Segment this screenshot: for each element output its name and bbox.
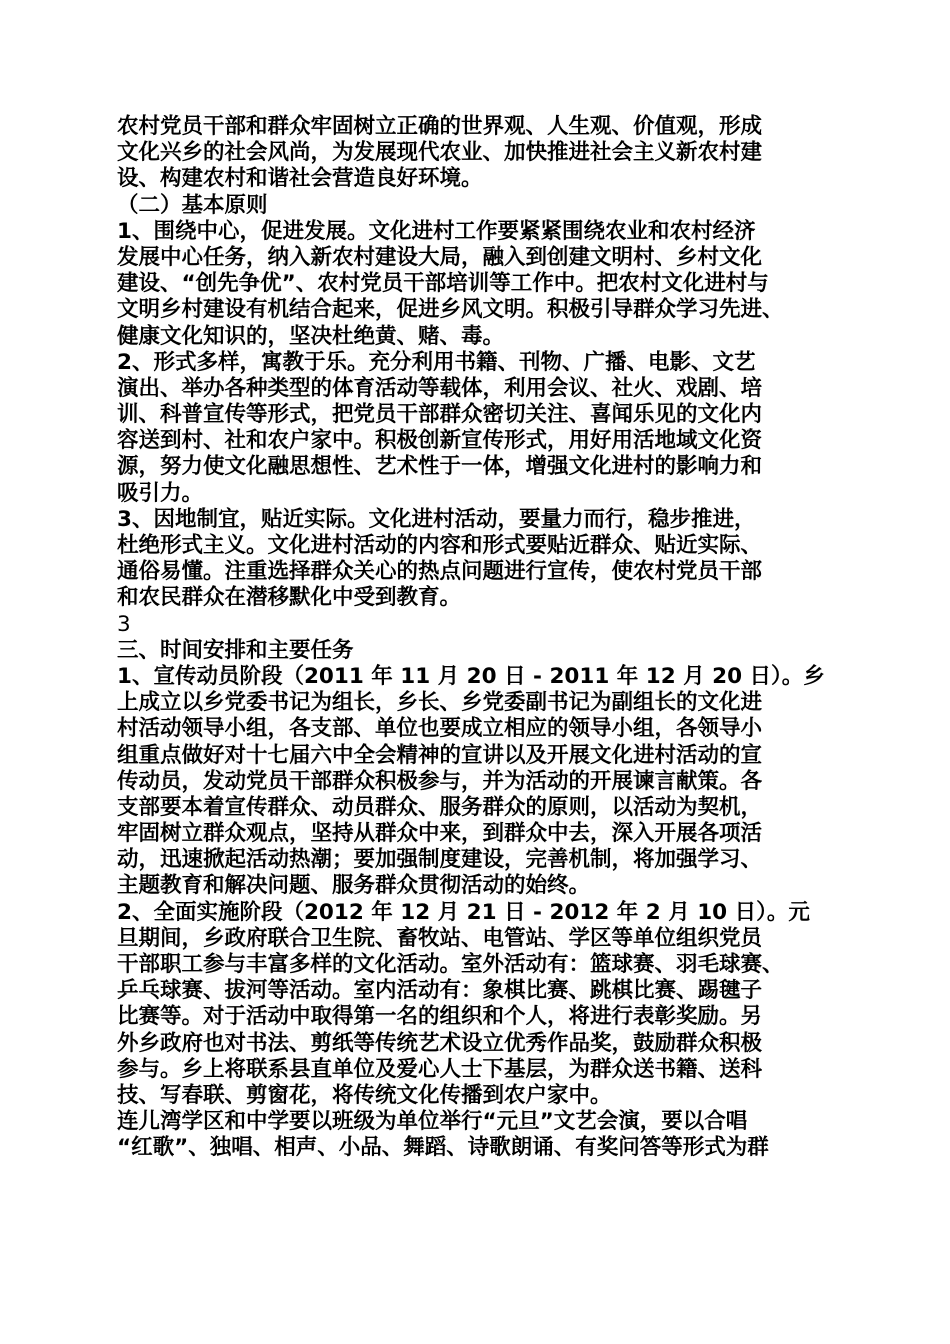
text-line: 建设、“创先争优”、农村党员干部培训等工作中。把农村文化进村与: [117, 271, 769, 297]
text-line: 旦期间，乡政府联合卫生院、畜牧站、电管站、学区等单位组织党员: [117, 925, 763, 951]
text-line: 2、形式多样，寓教于乐。充分利用书籍、刊物、广播、电影、文艺: [117, 349, 756, 375]
text-line: 动，迅速掀起活动热潮；要加强制度建设，完善机制，将加强学习、: [117, 847, 763, 873]
text-line: 参与。乡上将联系县直单位及爱心人士下基层，为群众送书籍、送科: [117, 1056, 763, 1082]
text-line: 文明乡村建设有机结合起来，促进乡风文明。积极引导群众学习先进、: [117, 297, 784, 323]
text-line: 比赛等。对于活动中取得第一名的组织和个人，将进行表彰奖励。另: [117, 1004, 763, 1030]
text-line: 健康文化知识的，坚决杜绝黄、赌、毒。: [117, 323, 505, 349]
text-line: 源，努力使文化融思想性、艺术性于一体，增强文化进村的影响力和: [117, 454, 763, 480]
text-line: 和农民群众在潜移默化中受到教育。: [117, 585, 462, 611]
text-line: 乒乓球赛、拔河等活动。室内活动有：象棋比赛、跳棋比赛、踢毽子: [117, 978, 763, 1004]
text-line: 牢固树立群众观点，坚持从群众中来，到群众中去，深入开展各项活: [117, 821, 763, 847]
text-line: 容送到村、社和农户家中。积极创新宣传形式，用好用活地域文化资: [117, 428, 763, 454]
text-line: 传动员，发动党员干部群众积极参与，并为活动的开展谏言献策。各: [117, 768, 763, 794]
text-line: 通俗易懂。注重选择群众关心的热点问题进行宣传，使农村党员干部: [117, 559, 763, 585]
text-line: 支部要本着宣传群众、动员群众、服务群众的原则，以活动为契机，: [117, 794, 763, 820]
section-heading: 三、时间安排和主要任务: [117, 637, 354, 663]
text-line: 演出、举办各种类型的体育活动等载体，利用会议、社火、戏剧、培: [117, 375, 763, 401]
document-page: [117, 114, 837, 1162]
text-line: 设、构建农村和谐社会营造良好环境。: [117, 166, 483, 192]
page-number: 3: [117, 611, 131, 637]
text-line: 干部职工参与丰富多样的文化活动。室外活动有：篮球赛、羽毛球赛、: [117, 952, 784, 977]
text-line: 1、围绕中心，促进发展。文化进村工作要紧紧围绕农业和农村经济: [117, 218, 756, 244]
text-line: 发展中心任务，纳入新农村建设大局，融入到创建文明村、乡村文化: [117, 244, 763, 270]
section-heading: （二）基本原则: [117, 192, 268, 218]
text-line: 3、因地制宜，贴近实际。文化进村活动，要量力而行，稳步推进，: [117, 506, 756, 532]
text-line: 训、科普宣传等形式，把党员干部群众密切关注、喜闻乐见的文化内: [117, 402, 763, 428]
text-line: 组重点做好对十七届六中全会精神的宣讲以及开展文化进村活动的宣: [117, 742, 763, 768]
text-line: 技、写春联、剪窗花，将传统文化传播到农户家中。: [117, 1082, 612, 1108]
text-line: 外乡政府也对书法、剪纸等传统艺术设立优秀作品奖，鼓励群众积极: [117, 1030, 763, 1056]
text-line: 杜绝形式主义。文化进村活动的内容和形式要贴近群众、贴近实际、: [117, 533, 763, 558]
text-line: 上成立以乡党委书记为组长，乡长、乡党委副书记为副组长的文化进: [117, 690, 763, 716]
text-line: 村活动领导小组，各支部、单位也要成立相应的领导小组，各领导小: [117, 716, 763, 742]
text-line: 文化兴乡的社会风尚，为发展现代农业、加快推进社会主义新农村建: [117, 140, 763, 166]
text-line: 1、宣传动员阶段（2011 年 11 月 20 日 - 2011 年 12 月 20 日）。乡: [117, 663, 825, 689]
text-line: 农村党员干部和群众牢固树立正确的世界观、人生观、价值观，形成: [117, 114, 763, 139]
text-line: “红歌”、独唱、相声、小品、舞蹈、诗歌朗诵、有奖问答等形式为群: [117, 1135, 769, 1161]
text-line: 连儿湾学区和中学要以班级为单位举行“元旦”文艺会演，要以合唱: [117, 1109, 748, 1135]
text-line: 吸引力。: [117, 480, 204, 506]
text-line: 2、全面实施阶段（2012 年 12 月 21 日 - 2012 年 2 月 10 日）。元: [117, 899, 810, 925]
text-line: 主题教育和解决问题、服务群众贯彻活动的始终。: [117, 873, 591, 899]
